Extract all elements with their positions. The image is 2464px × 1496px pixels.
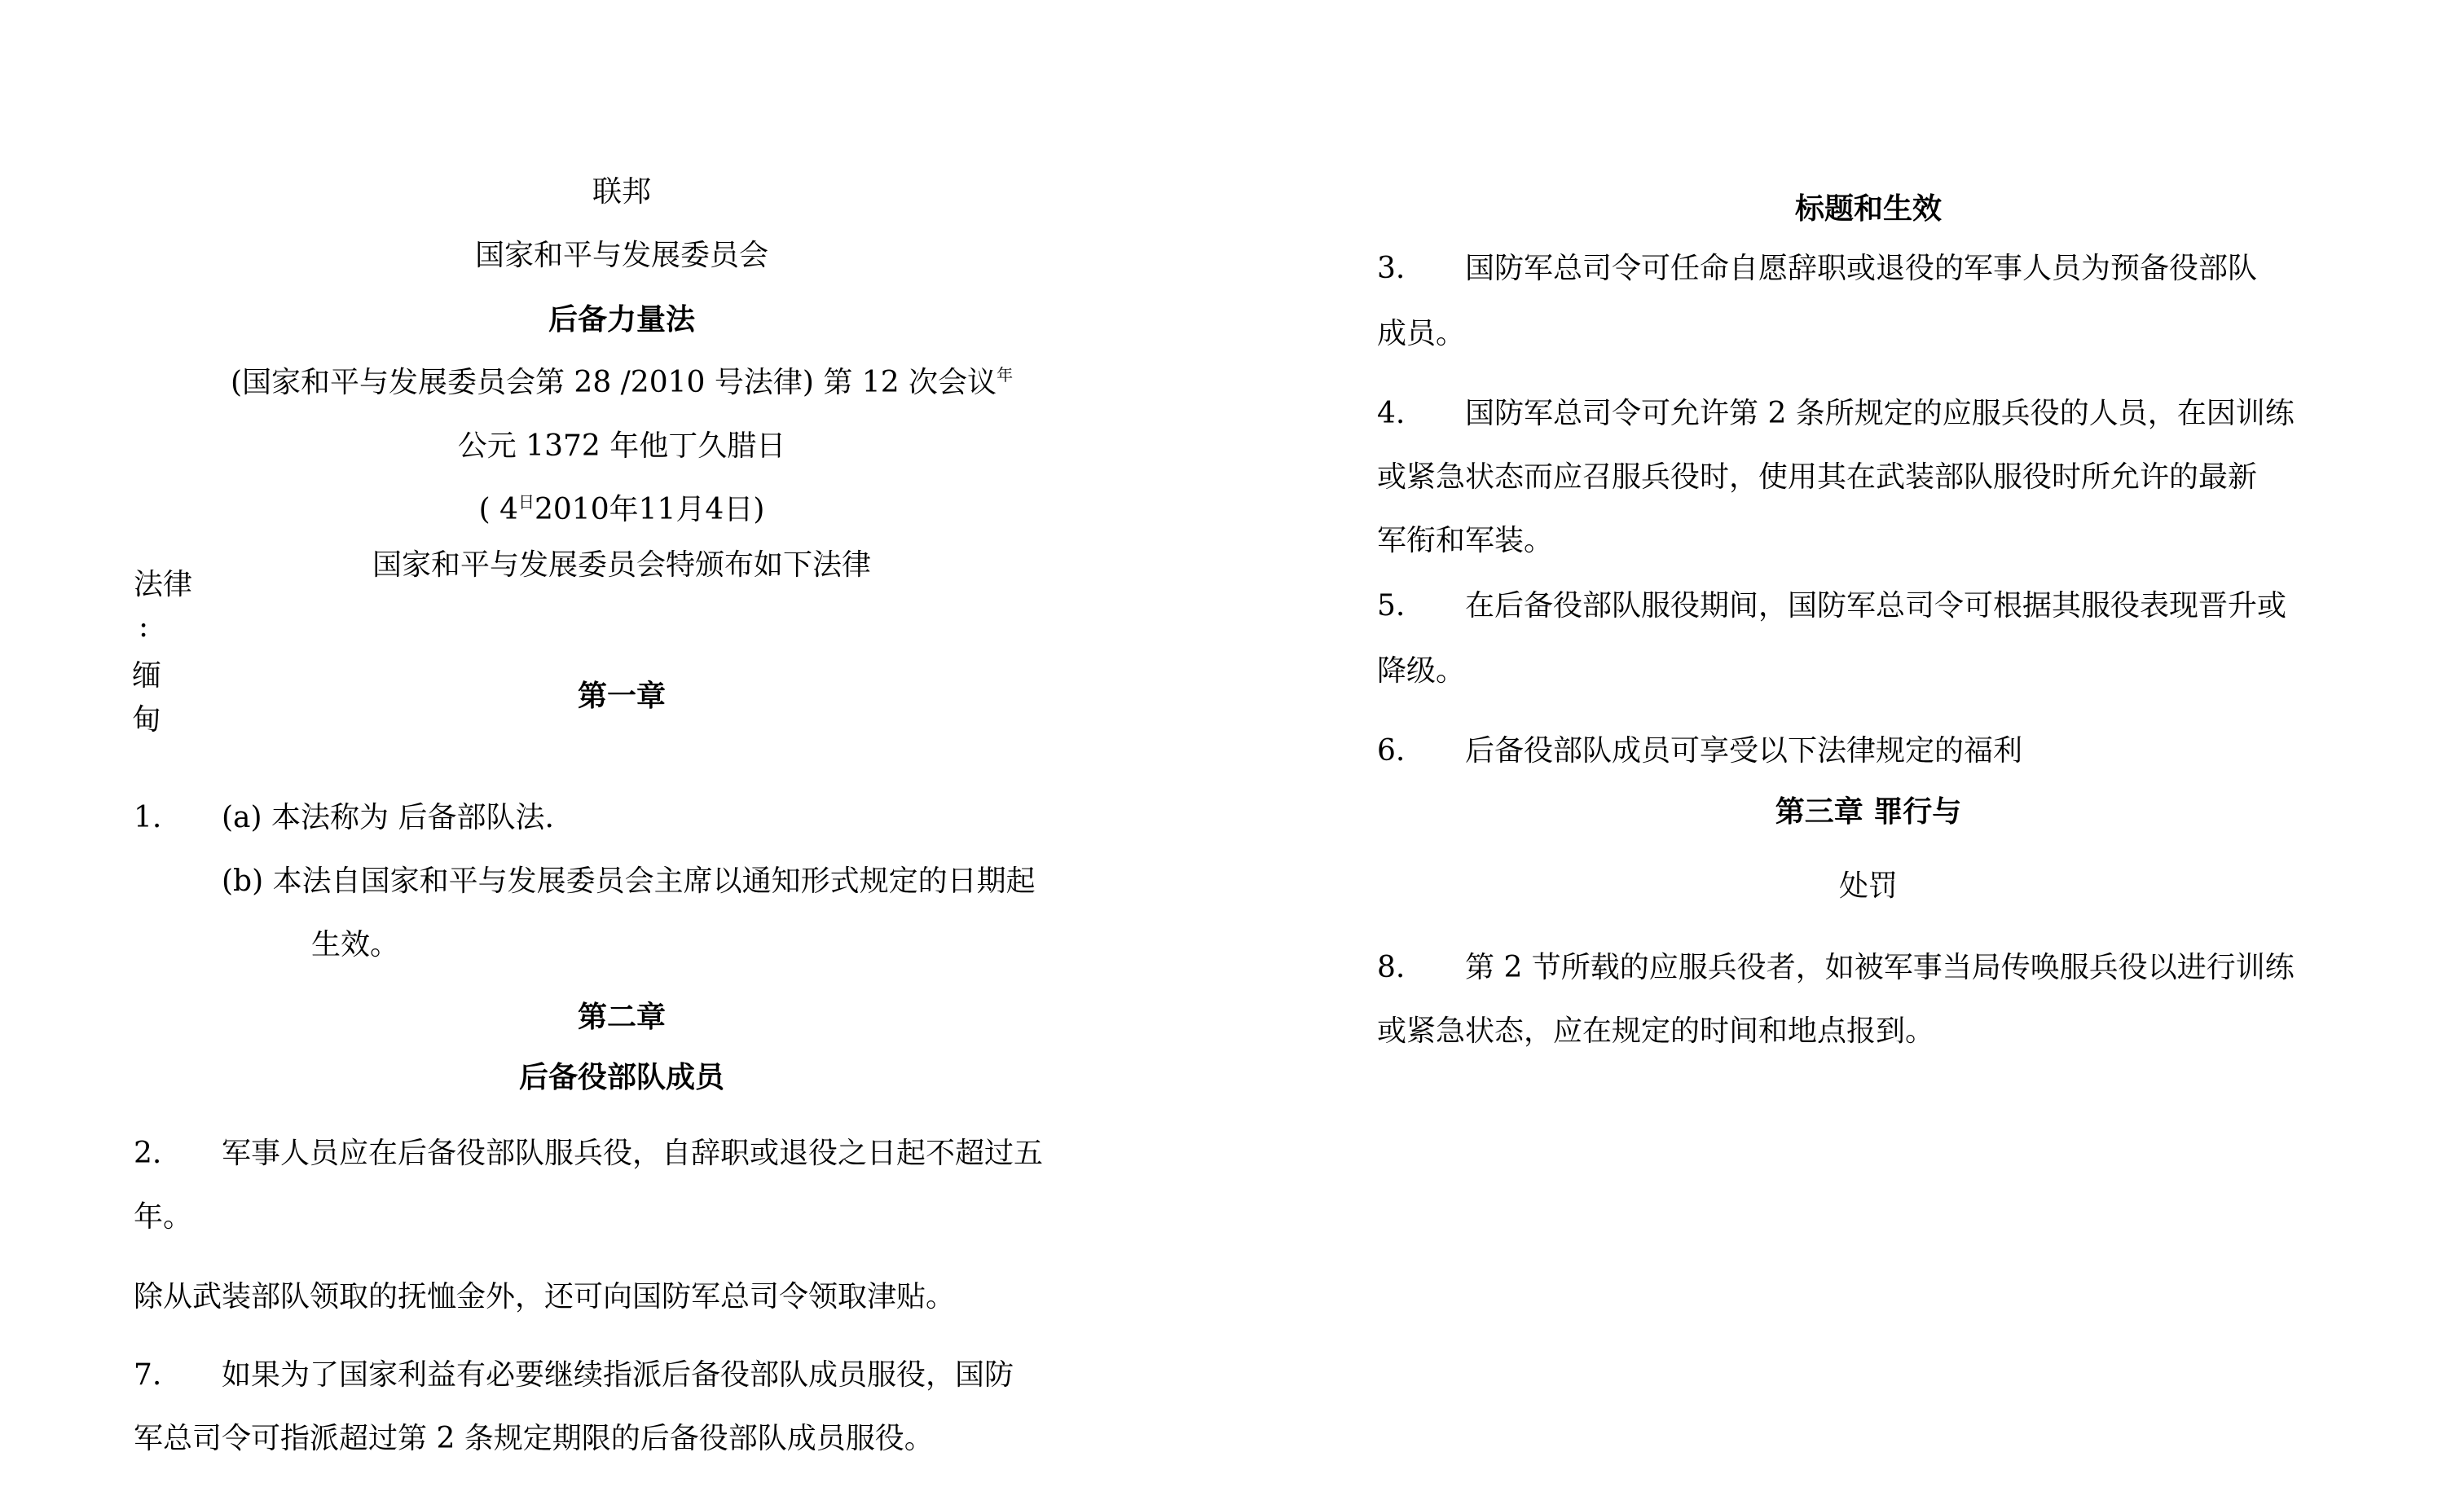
item-7-text-line1: 如果为了国家利益有必要继续指派后备役部队成员服役，国防 bbox=[222, 1358, 1014, 1392]
item-4-text-line2: 或紧急状态而应召服兵役时，使用其在武装部队服役时所允许的最新 bbox=[1377, 460, 2258, 494]
item-8-text-line1: 第 2 节所载的应服兵役者，如被军事当局传唤服兵役以进行训练 bbox=[1465, 951, 2295, 984]
law-number-superscript: 年 bbox=[997, 365, 1014, 385]
margin-note-char2: 甸 bbox=[132, 703, 162, 737]
header-line-federation: 联邦 bbox=[592, 175, 651, 209]
item-5-number: 5. bbox=[1377, 589, 1406, 623]
law-number-line bbox=[130, 365, 1113, 399]
item-7-text-line2: 军总司令可指派超过第 2 条规定期限的后备役部队成员服役。 bbox=[134, 1422, 934, 1455]
item-5-text-line2: 降级。 bbox=[1377, 654, 1466, 688]
item-8-text-line2: 或紧急状态，应在规定的时间和地点报到。 bbox=[1377, 1014, 1935, 1048]
chapter-2-heading: 第二章 bbox=[577, 1000, 666, 1034]
item-3-text-line2: 成员。 bbox=[1377, 317, 1466, 350]
enactment-line: 国家和平与发展委员会特颁布如下法律 bbox=[372, 548, 871, 582]
burmese-date-line: 公元 1372 年他丁久腊日 bbox=[457, 429, 786, 463]
item-4-text-line3: 军衔和军装。 bbox=[1377, 524, 1554, 557]
title-and-commencement-heading: 标题和生效 bbox=[1794, 191, 1942, 226]
item-2-text-line2: 年。 bbox=[134, 1200, 193, 1234]
item-2-number: 2. bbox=[134, 1137, 162, 1170]
chapter-2-title: 后备役部队成员 bbox=[518, 1060, 724, 1094]
margin-note-law: 法律 bbox=[134, 568, 193, 601]
law-title: 后备力量法 bbox=[548, 302, 695, 337]
item-2-text-line1: 军事人员应在后备役部队服兵役，自辞职或退役之日起不超过五 bbox=[222, 1137, 1044, 1170]
allowance-paragraph: 除从武装部队领取的抚恤金外，还可向国防军总司令领取津贴。 bbox=[134, 1280, 956, 1313]
date-suffix: 2010年11月4日) bbox=[535, 493, 765, 526]
item-3-number: 3. bbox=[1377, 252, 1406, 285]
item-4-text-line1: 国防军总司令可允许第 2 条所规定的应服兵役的人员，在因训练 bbox=[1465, 397, 2295, 430]
item-1-number: 1. bbox=[134, 801, 162, 834]
chapter-3-heading-line1: 第三章 罪行与 bbox=[1775, 794, 1962, 829]
item-7-number: 7. bbox=[134, 1358, 162, 1392]
law-number-text: (国家和平与发展委员会第 28 /2010 号法律) 第 12 次会议 bbox=[230, 366, 997, 399]
date-superscript: 日 bbox=[518, 492, 535, 512]
margin-note-colon: : bbox=[139, 610, 149, 644]
item-4-number: 4. bbox=[1377, 397, 1406, 430]
item-1b-text-line1: (b) 本法自国家和平与发展委员会主席以通知形式规定的日期起 bbox=[222, 865, 1036, 898]
item-8-number: 8. bbox=[1377, 951, 1406, 984]
item-1b-text-line2: 生效。 bbox=[311, 928, 400, 961]
chapter-3-heading-line2: 处罚 bbox=[1838, 869, 1898, 903]
item-6-text-line1: 后备役部队成员可享受以下法律规定的福利 bbox=[1465, 734, 2023, 768]
gregorian-date-line bbox=[130, 492, 1113, 526]
date-prefix: ( 4 bbox=[478, 493, 518, 526]
item-3-text-line1: 国防军总司令可任命自愿辞职或退役的军事人员为预备役部队 bbox=[1465, 252, 2258, 285]
chapter-1-heading: 第一章 bbox=[577, 679, 666, 713]
margin-note-char1: 缅 bbox=[132, 659, 162, 693]
header-line-council: 国家和平与发展委员会 bbox=[474, 239, 768, 272]
item-1a-text: (a) 本法称为 后备部队法. bbox=[222, 801, 554, 834]
item-6-number: 6. bbox=[1377, 734, 1406, 768]
item-5-text-line1: 在后备役部队服役期间，国防军总司令可根据其服役表现晋升或 bbox=[1465, 589, 2287, 623]
